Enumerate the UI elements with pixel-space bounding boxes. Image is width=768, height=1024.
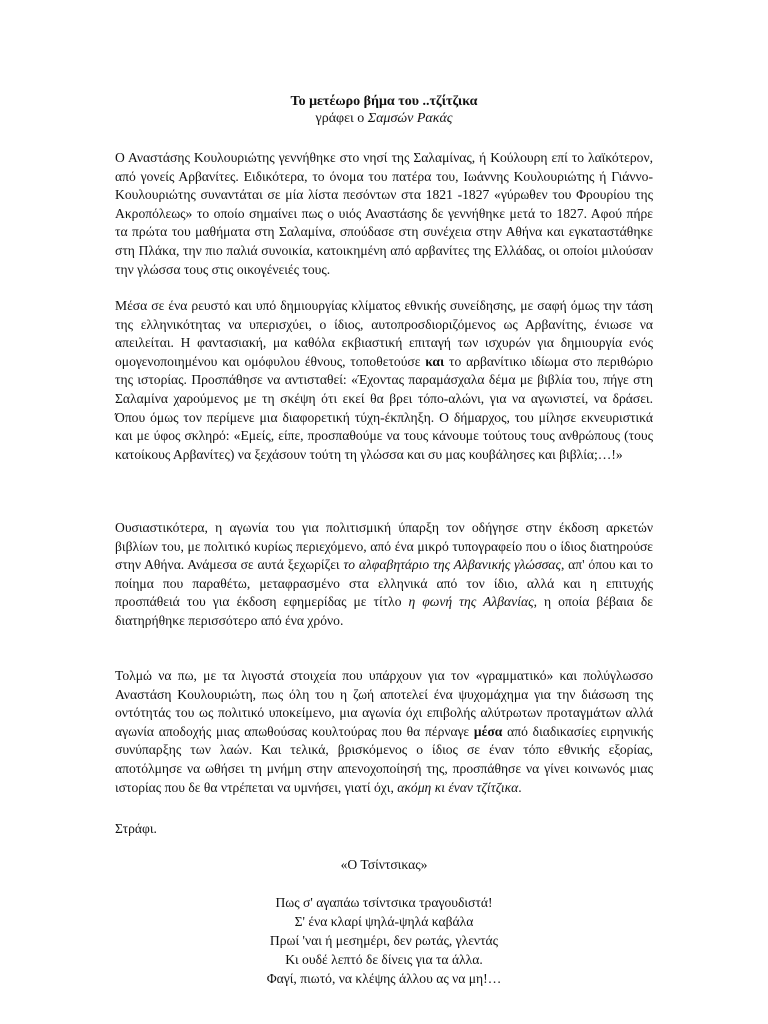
- newspaper-title: η φωνή της Αλβανίας: [408, 594, 534, 610]
- paragraph-4-part-c: .: [518, 779, 522, 795]
- paragraph-2: [115, 297, 653, 464]
- poem: [0, 893, 768, 988]
- paragraph-3-part-b: , απ' όπου και το ποίημα που παραθέτω, μεταφρασμένο στα ελληνικά από τον ίδιο, αλλά και η επιτυχής προσπάθειά του για έκδοση εφημερίδας με τίτλο: [115, 557, 653, 610]
- article-title: Το μετέωρο βήμα του ..τζίτζικα: [290, 94, 478, 109]
- byline-author: Σαμσών Ρακάς: [367, 111, 453, 126]
- paragraph-2-emphasis: και: [425, 353, 445, 369]
- poem-line: Κι ουδέ λεπτό δε δίνεις για τα άλλα.: [285, 952, 483, 967]
- byline: [0, 110, 768, 127]
- byline-prefix: γράφει ο: [315, 111, 368, 126]
- alphabet-book-title: το αλφαβητάριο της Αλβανικής γλώσσας: [343, 557, 561, 573]
- paragraph-4: [115, 667, 653, 797]
- paragraph-1: Ο Αναστάσης Κουλουριώτης γεννήθηκε στο νησί της Σαλαμίνας, ή Κούλουρη επί το λαϊκότερον, από γονείς Αρβανίτες. Ειδικότερα, το όνομα του πατέρα του, Ιωάννης Κουλουριώτης ή Γιάννο-Κουλουριώτης συναντάται σε μία λίστα πεσόντων στα 1821 -1827 «γύρωθεν του Φρουρίου της Ακροπόλεως» το οποίο σημαίνει πως ο υιός Αναστάσης δε γεννήθηκε μετά το 1827. Αφού πήρε τα πρώτα του μαθήματα στη Σαλαμίνα, σπούδασε στη συνέχεια στην Αθήνα και εγκαταστάθηκε στη Πλάκα, την πιο παλιά συνοικία, κατοικημένη από αρβανίτες της Ελλάδας, οι οποίοι μιλούσαν την γλώσσα τους στις οικογένειές τους.: [115, 150, 653, 277]
- paragraph-2-part-b: το αρβανίτικο ιδίωμα στο περιθώριο της ιστορίας. Προσπάθησε να αντισταθεί: «Έχοντας παραμάσχαλα δέμα με βιβλία του, πήγε στη Σαλαμίνα χαρούμενος με τη σκέψη ότι εκεί θα βρει τόπο-αλώνι, για να αγωνιστεί, να δράσει. Όπου όμως τον περίμενε μια διαφορετική τύχη-έκπληξη. Ο δήμαρχος, του μίλησε εκνευριστικά και με ύφος σκληρό: «Εμείς, είπε, προσπαθούμε να τους κάνουμε τούτους τους ανθρώπους (τους κατοίκους Αρβανίτες) να ξεχάσουν τούτη τη γλώσσα και συ μας κουβάλησες και βιβλία;…!»: [115, 353, 654, 462]
- paragraph-3: [115, 519, 653, 631]
- paragraph-4-part-a: Τολμώ να πω, με τα λιγοστά στοιχεία που υπάρχουν για τον «γραμματικό» και πολύγλωσσο Αναστάση Κουλουριώτη, πως όλη του η ζωή αποτελεί ένα ψυχομάχημα για την διάσωση της οντότητάς του ως πολιτικό υποκείμενο, μια αγωνία όχι επιβολής αλύτρωτων προταγμάτων αλλά αγωνία αποδοχής μιας απωθούσας κουλτούρας που θα πέρναγε: [115, 668, 653, 739]
- poem-title: «Ο Τσίντσικας»: [340, 857, 428, 872]
- poem-line: Πρωί 'ναι ή μεσημέρι, δεν ρωτάς, γλεντάς: [269, 933, 499, 948]
- header: [0, 93, 768, 127]
- paragraph-2-part-a: Μέσα σε ένα ρευστό και υπό δημιουργίας κλίματος εθνικής συνείδησης, με σαφή όμως την τάση της ελληνικότητας να υπερισχύει, ο ίδιος, αυτοπροσδιοριζόμενος ως Αρβανίτης, ένιωσε να απειλείται. Η φαντασιακή, μα καθόλα εκβιαστική επιταγή των ισχυρών για δημιουργία ενός ομογενοποιημένου και ομόφυλου έθνους, τοποθετούσε: [115, 298, 653, 369]
- signature-place: Στράφι.: [115, 821, 157, 836]
- paragraph-3-part-a: Ουσιαστικότερα, η αγωνία του για πολιτισμική ύπαρξη τον οδήγησε στην έκδοση αρκετών βιβλίων του, με πολιτικό κυρίως περιεχόμενο, από ένα μικρό τυπογραφείο που ο ίδιος διατηρούσε στην Αθήνα. Ανάμεσα σε αυτά ξεχωρίζει: [115, 520, 653, 573]
- paragraph-4-italic: ακόμη κι έναν τζίτζικα: [397, 779, 519, 795]
- poem-line: Πως σ' αγαπάω τσίντσικα τραγουδιστά!: [275, 895, 493, 910]
- poem-line: Σ' ένα κλαρί ψηλά-ψηλά καβάλα: [294, 914, 474, 929]
- paragraph-4-emphasis: μέσα: [473, 723, 503, 739]
- poem-line: Φαγί, πιωτό, να κλέψης άλλου ας να μη!…: [266, 971, 502, 986]
- paragraph-3-part-c: , η οποία βέβαια δε διατηρήθηκε περισσότερο από ένα χρόνο.: [115, 594, 653, 628]
- paragraph-4-part-b: από διαδικασίες ειρηνικής συνύπαρξης των λαών. Και τελικά, βρισκόμενος ο ίδιος σε έναν τόπο εθνικής εξορίας, αποτόλμησε να ωθήσει τη μνήμη στην απενοχοποίησή της, προσπάθησε να γίνει κοινωνός μιας ιστορίας που δε θα ντρέπεται να υμνήσει, γιατί όχι,: [115, 723, 653, 795]
